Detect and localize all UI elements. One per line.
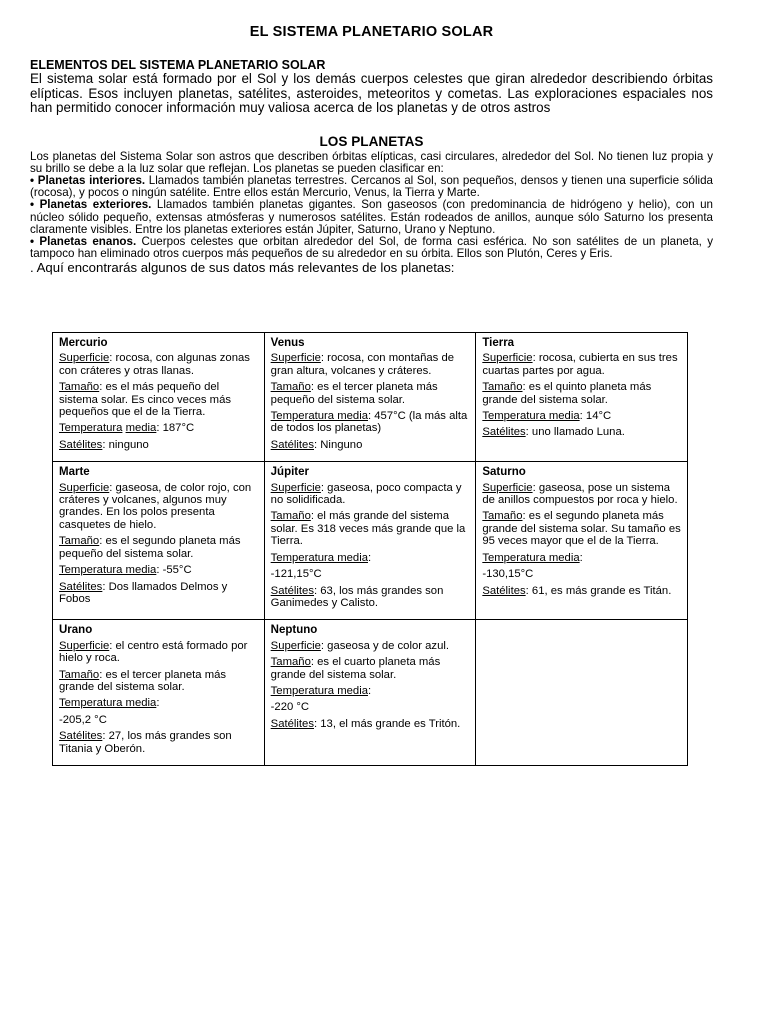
field-label: Satélites (482, 426, 526, 439)
field-value: : -55°C (156, 564, 192, 577)
field-temperatura-value: -205,2 °C (59, 713, 107, 726)
section-paragraph-elementos: El sistema solar está formado por el Sol y los demás cuerpos celestes que giran alrededor describiendo órbitas elípticas. Esos incluyen planetas, satélites, asteroides, meteoritos y cometas. Las exploraciones espaciales nos han permitido conocer información muy valiosa acerca de los planetas y de otros astros (30, 71, 713, 115)
field-label: Superficie (482, 481, 533, 494)
field-value: : es el quinto planeta más grande del sistema solar. (482, 381, 652, 406)
field-temperatura (59, 422, 258, 434)
field-label: Temperatura media (270, 684, 368, 697)
field-temperatura-label (271, 685, 470, 697)
planet-name: Urano (59, 624, 93, 637)
field-tamano (59, 669, 258, 694)
field-value: : el más grande del sistema solar. Es 318 veces más grande que la Tierra. (270, 510, 466, 548)
table-intro-line: . Aquí encontrarás algunos de sus datos más relevantes de los planetas: (30, 260, 455, 276)
field-value: : ninguno (102, 438, 149, 451)
planet-cell-urano (53, 620, 265, 766)
planets-table (52, 332, 688, 766)
field-label: Satélites (270, 584, 314, 597)
field-value: : uno llamado Luna. (525, 426, 625, 439)
planet-cell-mercurio (53, 333, 265, 462)
bullet-term: Planetas enanos. (39, 234, 137, 248)
field-value: : 61, es más grande es Titán. (525, 584, 672, 597)
bullet-text: Llamados también planetas gigantes. Son gaseosos (con predominancia de hidrógeno y helio), con un núcleo sólido pequeño, extensas atmósferas y numerosos satélites. Están rodeados de anillos, aunque sólo Saturno los presenta claramente visibles. Entre los planetas exteriores están Júpiter, Saturno, Urano y Neptuno. (30, 198, 713, 236)
field-value: : gaseosa y de color azul. (320, 639, 450, 652)
planet-cell-tierra (476, 333, 688, 462)
field-label: Tamaño (270, 381, 311, 394)
field-temperatura-value: -121,15°C (270, 568, 322, 581)
field-temperatura-label (482, 552, 681, 564)
field-label: Superficie (270, 481, 321, 494)
field-temperatura-label (59, 697, 258, 709)
field-label: Tamaño (482, 510, 523, 523)
field-satelites (59, 439, 258, 451)
field-value: : 27, los más grandes son Titania y Oberón. (59, 730, 232, 755)
field-label: Temperatura media (270, 551, 368, 564)
field-tamano (482, 510, 681, 547)
field-satelites (271, 439, 470, 451)
document-page (30, 24, 713, 275)
field-tamano (271, 510, 470, 547)
bullet-planetas-exteriores (30, 199, 713, 236)
bullet-marker: • (30, 198, 35, 212)
field-value: : gaseosa, de color rojo, con cráteres y volcanes, algunos muy grandes. En los polos presenta casquetes de hielo. (59, 481, 252, 531)
bullet-marker: • (30, 234, 35, 248)
field-superficie (271, 640, 470, 652)
planet-cell-saturno (476, 462, 688, 620)
planet-name: Marte (59, 466, 90, 479)
field-superficie (59, 352, 258, 377)
field-label: Temperatura media (59, 564, 157, 577)
field-value: : es el tercer planeta más grande del sistema solar. (59, 668, 227, 693)
planet-name: Júpiter (270, 466, 309, 479)
field-satelites (271, 585, 470, 610)
field-label: Temperatura media (482, 410, 580, 423)
bullet-planetas-enanos (30, 236, 713, 260)
field-value: : 13, el más grande es Tritón. (314, 717, 461, 730)
field-satelites (271, 718, 470, 730)
field-tamano (482, 381, 681, 406)
field-label: Satélites (59, 580, 103, 593)
bullet-planetas-interiores (30, 175, 713, 199)
field-label: Tamaño (59, 381, 100, 394)
field-tamano (59, 535, 258, 560)
field-value: : 187°C (156, 422, 195, 435)
planet-cell-venus (264, 333, 476, 462)
field-superficie (271, 482, 470, 507)
bullet-text: Cuerpos celestes que orbitan alrededor del Sol, de forma casi esférica. No son satélites de un planeta, y tampoco han eliminado otros cuerpos más pequeños de su alrededor en su órbita. Ellos son Plutón, Ceres y Eris. (30, 234, 713, 261)
section-heading-elementos: ELEMENTOS DEL SISTEMA PLANETARIO SOLAR (30, 58, 326, 72)
field-superficie (59, 482, 258, 532)
planet-name: Mercurio (59, 337, 108, 349)
field-temperatura-label (271, 552, 470, 564)
field-label: Tamaño (270, 656, 311, 669)
field-label: Temperatura (59, 422, 123, 435)
field-value: : Ninguno (314, 438, 363, 451)
field-label: Tamaño (59, 535, 100, 548)
field-value: : 63, los más grandes son Ganimedes y Calisto. (270, 584, 444, 609)
field-superficie (59, 640, 258, 665)
planet-name: Tierra (482, 337, 515, 349)
bullet-marker: • (30, 173, 35, 187)
field-colon: : (156, 697, 160, 710)
field-label: Tamaño (482, 381, 523, 394)
planet-cell-marte (53, 462, 265, 620)
field-satelites (482, 585, 681, 597)
field-colon: : (367, 551, 372, 564)
field-value: : rocosa, cubierta en sus tres cuartas partes por agua. (482, 352, 678, 377)
field-value: : es el segundo planeta más pequeño del sistema solar. (59, 535, 241, 560)
field-label: Superficie (270, 639, 321, 652)
field-temperatura (482, 410, 681, 422)
field-value: : gaseosa, poco compacta y no solidificada. (270, 481, 462, 507)
bullet-text: Llamados también planetas terrestres. Cercanos al Sol, son pequeños, densos y tienen una superficie sólida (rocosa), y pocos o ningún satélite. Entre ellos están Mercurio, Venus, la Tierra y Marte. (30, 173, 713, 200)
field-value: : gaseosa, pose un sistema de anillos compuestos por roca y hielo. (482, 481, 678, 507)
field-value: : rocosa, con algunas zonas con cráteres y otras llanas. (59, 352, 250, 377)
planet-name: Neptuno (270, 624, 318, 637)
field-satelites (482, 426, 681, 438)
field-label: Superficie (59, 352, 110, 365)
field-temperatura (59, 564, 258, 576)
field-superficie (271, 352, 470, 377)
field-colon: : (367, 684, 372, 697)
planet-name: Venus (270, 337, 305, 349)
field-label: Satélites (59, 438, 103, 451)
field-value: : es el tercer planeta más pequeño del sistema solar. (270, 381, 438, 406)
table-row (53, 462, 688, 620)
table-row (53, 333, 688, 462)
field-satelites (59, 581, 258, 606)
planet-name: Saturno (482, 466, 526, 479)
table-row (53, 620, 688, 766)
page-title: EL SISTEMA PLANETARIO SOLAR (249, 24, 494, 40)
planetas-intro-paragraph: Los planetas del Sistema Solar son astros que describen órbitas elípticas, casi circulares, alrededor del Sol. No tienen luz propia y su brillo se debe a la luz solar que reflejan. Los planetas se pueden clasificar en: (30, 149, 713, 175)
field-label: Satélites (482, 584, 526, 597)
field-label: Temperatura media (270, 410, 368, 423)
field-satelites (59, 730, 258, 755)
field-label: Superficie (59, 639, 110, 652)
empty-cell (476, 620, 688, 766)
field-value: : es el segundo planeta más grande del sistema solar. Su tamaño es 95 veces mayor que el de la Tierra. (482, 510, 681, 548)
field-label: Superficie (270, 352, 321, 365)
section-heading-planetas: LOS PLANETAS (319, 133, 424, 149)
field-label: Temperatura media (59, 697, 157, 710)
field-tamano (271, 381, 470, 406)
field-superficie (482, 352, 681, 377)
field-label: media (125, 422, 157, 435)
field-value: : es el más pequeño del sistema solar. Es cinco veces más pequeños que el de la Tierra. (59, 381, 232, 419)
field-temperatura (271, 410, 470, 435)
field-label: Superficie (59, 481, 110, 494)
field-label: Satélites (59, 730, 103, 743)
field-tamano (271, 656, 470, 681)
field-value: : 457°C (la más alta de todos los planetas) (270, 410, 468, 435)
field-temperatura-value: -130,15°C (482, 568, 534, 581)
field-superficie (482, 482, 681, 507)
field-colon: : (579, 551, 583, 564)
field-value: : el centro está formado por hielo y roca. (59, 639, 248, 665)
bullet-term: Planetas interiores. (37, 173, 146, 187)
field-tamano (59, 381, 258, 418)
planet-cell-neptuno (264, 620, 476, 766)
field-value: : rocosa, con montañas de gran altura, volcanes y cráteres. (270, 352, 455, 377)
field-label: Satélites (270, 438, 314, 451)
field-temperatura-value: -220 °C (270, 701, 310, 714)
field-label: Superficie (482, 352, 533, 365)
planet-cell-jupiter (264, 462, 476, 620)
bullet-term: Planetas exteriores. (39, 198, 152, 212)
field-value: : Dos llamados Delmos y Fobos (59, 580, 228, 605)
field-label: Temperatura media (482, 551, 580, 564)
field-label: Tamaño (270, 510, 311, 523)
field-label: Satélites (270, 717, 314, 730)
field-value: : es el cuarto planeta más grande del sistema solar. (270, 656, 441, 681)
field-value: : 14°C (579, 410, 612, 423)
field-label: Tamaño (59, 668, 100, 681)
